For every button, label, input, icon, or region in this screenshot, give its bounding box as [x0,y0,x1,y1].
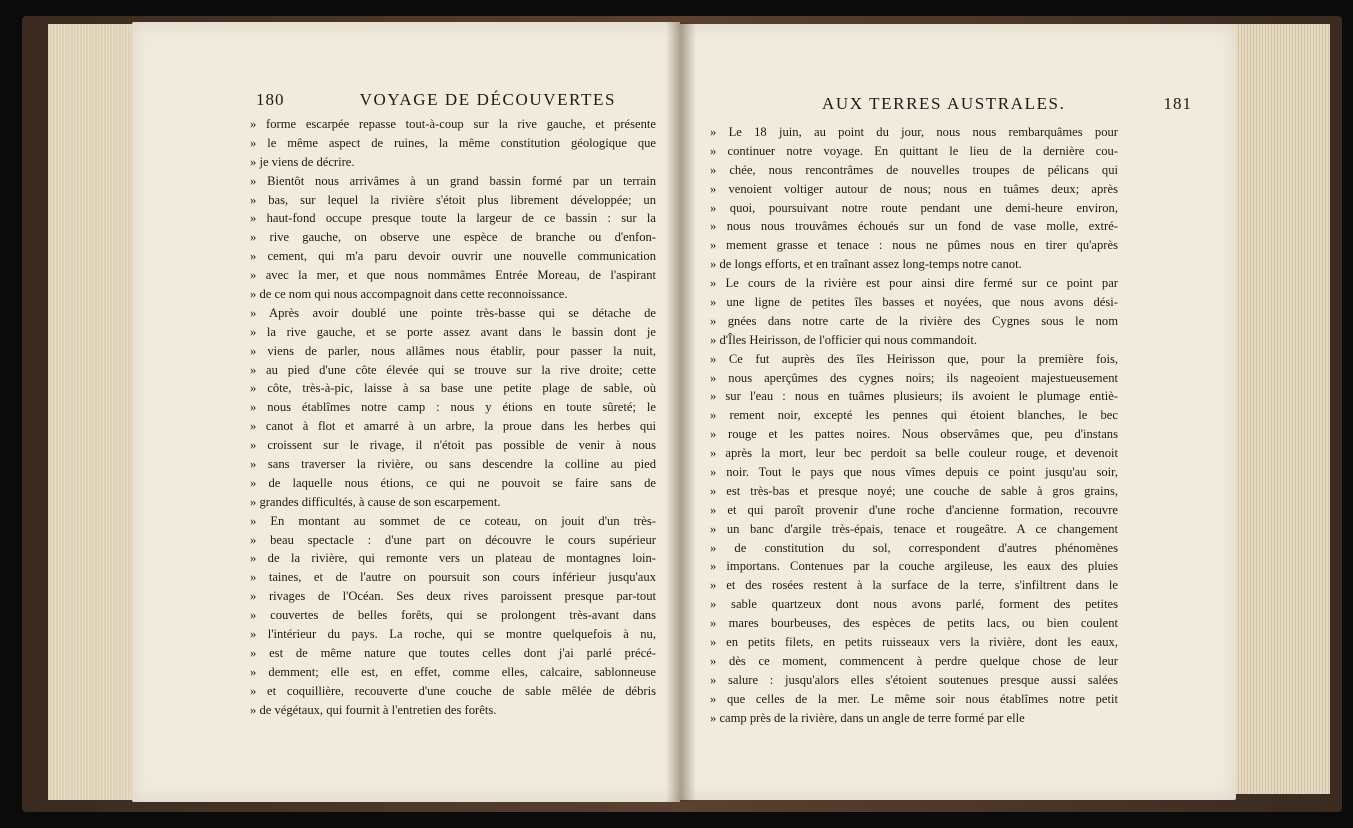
text-line: » la rive gauche, et se porte assez avant dans le bassin dont je [250,324,656,339]
text-line: » et coquillière, recouverte d'une couche de sable mêlée de débris [250,683,656,698]
text-line: » En montant au sommet de ce coteau, on jouit d'un très- [250,513,656,528]
text-line: » taines, et de l'autre on poursuit son cours inférieur jusqu'aux [250,570,656,585]
text-line: » après la mort, leur bec perdoit sa belle couleur rouge, et devenoit [710,446,1118,461]
text-line: » rive gauche, on observe une espèce de branche ou d'enfon- [250,230,656,245]
text-line: » rouge et les pattes noires. Nous observâmes que, peu d'instans [710,427,1118,442]
text-line: » Ce fut auprès des îles Heirisson que, pour la première fois, [710,351,1118,366]
text-line: » en petits filets, en petits ruisseaux vers la rivière, dont les eaux, [710,635,1118,650]
text-line: » grandes difficultés, à cause de son escarpement. [250,494,501,509]
text-line: » cement, qui m'a paru devoir ouvrir une nouvelle communication [250,249,656,264]
text-line: » de la rivière, qui remonte vers un plateau de montagnes loin- [250,551,656,566]
text-line: » Bientôt nous arrivâmes à un grand bassin formé par un terrain [250,173,656,188]
text-line: » continuer notre voyage. En quittant le lieu de la dernière cou- [710,143,1118,158]
text-line: » côte, très-à-pic, laisse à sa base une petite plage de sable, où [250,381,656,396]
text-line: » forme escarpée repasse tout-à-coup sur la rive gauche, et présente [250,117,656,131]
right-page [680,24,1236,800]
right-page-text [710,123,1118,728]
text-line: » de végétaux, qui fournit à l'entretien des forêts. [250,702,497,717]
text-line: » Après avoir doublé une pointe très-basse qui se détache de [250,305,656,320]
text-line: » et qui paroît provenir d'une roche d'ancienne formation, recouvre [710,502,1118,517]
text-line: » chée, nous rencontrâmes de nouvelles troupes de pélicans qui [710,162,1118,177]
page-edges-left [48,24,138,800]
text-line: » demment; elle est, en effet, comme elles, calcaire, sablonneuse [250,664,656,679]
text-line: » sur l'eau : nous en tuâmes plusieurs; ils avoient le plumage entiè- [710,389,1118,404]
text-line: » dès ce moment, commencent à perdre quelque chose de leur [710,653,1118,668]
text-line: » Le cours de la rivière est pour ainsi dire fermé sur ce point par [710,276,1118,291]
text-line: » d'Îles Heirisson, de l'officier qui nous commandoit. [710,332,977,347]
text-line: » gnées dans notre carte de la rivière des Cygnes sous le nom [710,313,1118,328]
text-line: » l'intérieur du pays. La roche, qui se montre quelquefois à nu, [250,627,656,642]
text-line: » mement grasse et tenace : nous ne pûmes nous en tirer qu'après [710,238,1118,253]
text-line: » venoient voltiger autour de nous; nous en tuâmes deux; après [710,181,1118,196]
text-line: » couvertes de belles forêts, qui se prolongent très-avant dans [250,608,656,623]
text-line: » est de même nature que toutes celles dont j'ai parlé précé- [250,645,656,660]
text-line: » sable quartzeux dont nous avons parlé, forment des petites [710,597,1118,612]
text-line: » que celles de la mer. Le même soir nous établîmes notre petit [710,691,1118,706]
running-head: VOYAGE DE DÉCOUVERTES [359,90,616,109]
text-line: » de longs efforts, et en traînant assez long-temps notre canot. [710,257,1022,272]
text-line: » quoi, poursuivant notre route pendant une demi-heure environ, [710,200,1118,215]
running-head: AUX TERRES AUSTRALES. [822,94,1066,113]
text-line: » nous établîmes notre camp : nous y étions en toute sûreté; le [250,400,656,415]
text-line: » est très-bas et presque noyé; une couche de sable à gros grains, [710,483,1118,498]
left-page [132,22,680,802]
text-line: » croissent sur le rivage, il n'étoit pas possible de venir à nous [250,438,656,453]
text-line: » noir. Tout le pays que nous vîmes depuis ce point jusqu'au soir, [710,465,1118,480]
text-line: » avec la mer, et que nous nommâmes Entrée Moreau, de l'aspirant [250,268,656,283]
text-line: » canot à flot et amarré à un arbre, la proue dans les herbes qui [250,419,656,434]
text-line: » mares bourbeuses, des espèces de petits lacs, ou bien coulent [710,616,1118,631]
text-line: » sans traverser la rivière, ou sans descendre la colline au pied [250,457,656,472]
left-page-header [256,90,616,110]
text-line: » Le 18 juin, au point du jour, nous nous rembarquâmes pour [710,125,1118,139]
text-line: » au pied d'une côte élevée qui se trouve sur la rive droite; cette [250,362,656,377]
page-number: 180 [256,90,285,109]
text-line: » de ce nom qui nous accompagnoit dans cette reconnoissance. [250,287,568,302]
text-line: » une ligne de petites îles basses et noyées, que nous avons dési- [710,295,1118,310]
text-line: » rement noir, excepté les pennes qui étoient blanches, le bec [710,408,1118,423]
text-line: » de constitution du sol, correspondent d'autres phénomènes [710,540,1118,555]
text-line: » importans. Contenues par la couche argileuse, les eaux des pluies [710,559,1118,574]
text-line: » un banc d'argile très-épais, tenace et rougeâtre. A ce changement [710,521,1118,536]
text-line: » nous nous trouvâmes échoués sur un fond de vase molle, extré- [710,219,1118,234]
text-line: » camp près de la rivière, dans un angle de terre formé par elle [710,710,1025,725]
text-line: » rivages de l'Océan. Ses deux rives paroissent presque par-tout [250,589,656,604]
text-line: » bas, sur lequel la rivière s'étoit plus librement développée; un [250,192,656,207]
page-edges-right [1232,24,1330,794]
text-line: » le même aspect de ruines, la même constitution géologique que [250,135,656,150]
text-line: » haut-fond occupe presque toute la largeur de ce bassin : sur la [250,211,656,226]
text-line: » je viens de décrire. [250,154,355,169]
text-line: » nous aperçûmes des cygnes noirs; ils nageoient majestueusement [710,370,1118,385]
right-page-header [822,94,1192,114]
page-number: 181 [1163,94,1192,113]
left-page-text [250,115,656,720]
text-line: » salure : jusqu'alors elles s'étoient soutenues presque aussi salées [710,672,1118,687]
text-line: » viens de parler, nous allâmes nous établir, pour passer la nuit, [250,343,656,358]
text-line: » et des rosées restent à la surface de la terre, s'infiltrent dans le [710,578,1118,593]
text-line: » de laquelle nous étions, ce qui ne pouvoit se faire sans de [250,475,656,490]
text-line: » beau spectacle : d'une part on découvre le cours supérieur [250,532,656,547]
